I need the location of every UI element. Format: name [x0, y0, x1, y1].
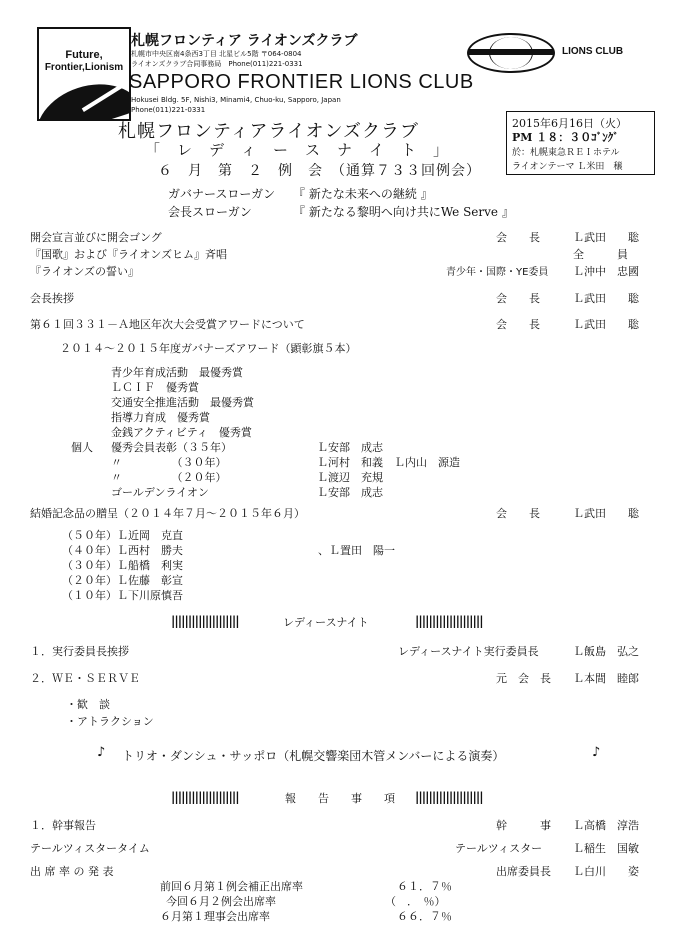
program-item: 『ライオンズの誓い』 [30, 265, 140, 278]
logo-line2: Frontier,Lionism [44, 62, 124, 73]
wedding-list-item: （１０年）Ｌ下川原慎吾 [62, 589, 183, 602]
program-person: 全 員 [573, 248, 628, 261]
ladies-item: １．実行委員長挨拶 [30, 645, 129, 658]
award-item: 金銭アクティビティ 優秀賞 [111, 426, 252, 439]
program-role: 会 長 [496, 318, 540, 331]
wedding-list-item: （２０年）Ｌ佐藤 彰宣 [62, 574, 183, 587]
award-item: 交通安全推進活動 最優秀賞 [111, 396, 254, 409]
personal-award-names: Ｌ河村 和義 Ｌ内山 源造 [317, 456, 460, 469]
club-logo [37, 27, 131, 121]
wedding-list-item: （３０年）Ｌ船橋 利実 [62, 559, 183, 572]
wedding-role: 会 長 [496, 507, 540, 520]
personal-award-names: Ｌ渡辺 充規 [317, 471, 383, 484]
event-title: 「 レ デ ィ ー ス ナ イ ト 」 [145, 141, 450, 159]
president-slogan: 『 新たなる黎明へ向け共にWe Serve 』 [293, 205, 514, 219]
divider-bars: |||||||||||||||||||| [415, 790, 483, 804]
ladies-sub: ・アトラクション [66, 715, 154, 728]
logo-swoosh-icon [37, 71, 131, 121]
attendance-value: ６６．７％ [397, 910, 452, 923]
personal-label: 個人 [71, 441, 93, 454]
program-person: Ｌ武田 聡 [573, 231, 639, 244]
lions-club-label: LIONS CLUB [562, 46, 624, 57]
president-slogan-label: 会長スローガン [168, 205, 252, 219]
program-person: Ｌ武田 聡 [573, 292, 639, 305]
wedding-person: Ｌ武田 聡 [573, 507, 639, 520]
report-person: Ｌ高橋 淳浩 [573, 819, 639, 832]
event-date: 2015年6月16日（火） [512, 117, 627, 130]
report-heading: 報 告 事 項 [285, 792, 395, 805]
wedding-list-item: （４０年）Ｌ西村 勝夫 [62, 544, 183, 557]
report-item: テールツィスタータイム [30, 842, 150, 855]
personal-award: 優秀会員表彰（３５年） [111, 441, 232, 454]
report-item: １．幹事報告 [30, 819, 96, 832]
governor-slogan: 『 新たな未来への継続 』 [293, 187, 433, 201]
personal-award: ゴールデンライオン [111, 486, 209, 499]
divider-bars: |||||||||||||||||||| [171, 790, 239, 804]
program-role: 会 長 [496, 292, 540, 305]
personal-award-names: Ｌ安部 成志 [317, 441, 383, 454]
award-heading: ２０１４～２０１５年度ガバナーズアワード（顕彰旗５本） [60, 342, 357, 355]
event-info-box [506, 111, 655, 175]
program-role: 青少年・国際・YE委員 [446, 267, 549, 278]
ladies-item: ２．ＷＥ・ＳＥＲＶＥ [30, 672, 140, 685]
address-jp: 札幌市中央区南4条西3丁目 北星ビル5階 〒064-0804 [131, 50, 302, 58]
award-item: 青少年育成活動 最優秀賞 [111, 366, 243, 379]
wedding-item: 結婚記念品の贈呈（２０１４年７月～２０１５年６月） [30, 507, 305, 520]
music-note-icon: ♪ [97, 745, 106, 760]
program-person: Ｌ武田 聡 [573, 318, 639, 331]
program-item: 『国歌』および『ライオンズヒム』斉唱 [30, 248, 228, 261]
club-name-jp: 札幌フロンティア ライオンズクラブ [131, 33, 358, 49]
personal-award: 〃 （２０年） [111, 471, 227, 484]
lion-theme: ライオンテーマ Ｌ米田 穣 [512, 162, 623, 172]
divider-bars: |||||||||||||||||||| [171, 614, 239, 628]
program-role: 会 長 [496, 231, 540, 244]
ladies-person: Ｌ飯島 弘之 [573, 645, 639, 658]
award-item: ＬＣＩＦ 優秀賞 [111, 381, 199, 394]
phone-en: Phone(011)221-0331 [131, 106, 206, 114]
club-title: 札幌フロンティアライオンズクラブ [118, 121, 419, 142]
governor-slogan-label: ガバナースローガン [168, 187, 276, 201]
award-item: 指導力育成 優秀賞 [111, 411, 210, 424]
meeting-title: ６ 月 第 ２ 例 会 （通算７３３回例会） [158, 163, 481, 179]
ladies-heading: レディースナイト [283, 616, 369, 629]
ladies-person: Ｌ本間 睦郎 [573, 672, 639, 685]
personal-award-names: Ｌ安部 成志 [317, 486, 383, 499]
lions-globe-icon [467, 33, 555, 73]
program-item: 会長挨拶 [30, 292, 74, 305]
logo-line1: Future, [65, 49, 103, 61]
program-item: 第６１回３３１－Ａ地区年次大会受賞アワードについて [30, 318, 305, 331]
report-role: 出席委員長 [496, 865, 551, 878]
club-name-en: SAPPORO FRONTIER LIONS CLUB [129, 71, 474, 93]
report-person: Ｌ稲生 国敏 [573, 842, 639, 855]
wedding-list-item: （５０年）Ｌ近岡 克直 [62, 529, 183, 542]
personal-award: 〃 （３０年） [111, 456, 227, 469]
music-performance: トリオ・ダンシュ・サッポロ（札幌交響楽団木管メンバーによる演奏） [122, 749, 505, 763]
office-jp: ライオンズクラブ合同事務局 Phone(011)221-0331 [131, 60, 303, 68]
report-role: テールツィスター [455, 842, 543, 855]
attendance-label: ６月第１理事会出席率 [160, 910, 270, 923]
ladies-role: 元 会 長 [496, 672, 551, 685]
address-en: Hokusei Bldg. 5F, Nishi3, Minami4, Chuo-ku, Sapporo, Japan [131, 96, 341, 104]
attendance-label: 今回６月２例会出席率 [166, 895, 276, 908]
wedding-extra: 、Ｌ置田 陽一 [318, 544, 395, 557]
divider-bars: |||||||||||||||||||| [415, 614, 483, 628]
ladies-sub: ・歓 談 [66, 698, 110, 711]
attendance-value: ６１．７％ [397, 880, 452, 893]
report-role: 幹 事 [496, 819, 551, 832]
music-note-icon: ♪ [592, 745, 601, 760]
report-item: 出 席 率 の 発 表 [30, 865, 114, 878]
attendance-value: （ ． ％） [385, 895, 446, 908]
program-item: 開会宣言並びに開会ゴング [30, 231, 162, 244]
attendance-label: 前回６月第１例会補正出席率 [160, 880, 303, 893]
event-time: PM １８：３０ｺﾞﾝｸﾞ [512, 131, 619, 144]
report-person: Ｌ白川 姿 [573, 865, 639, 878]
program-person: Ｌ沖中 忠國 [573, 265, 639, 278]
event-venue: 於：札幌東急ＲＥＩホテル [512, 148, 620, 158]
ladies-role: レディースナイト実行委員長 [398, 645, 539, 658]
